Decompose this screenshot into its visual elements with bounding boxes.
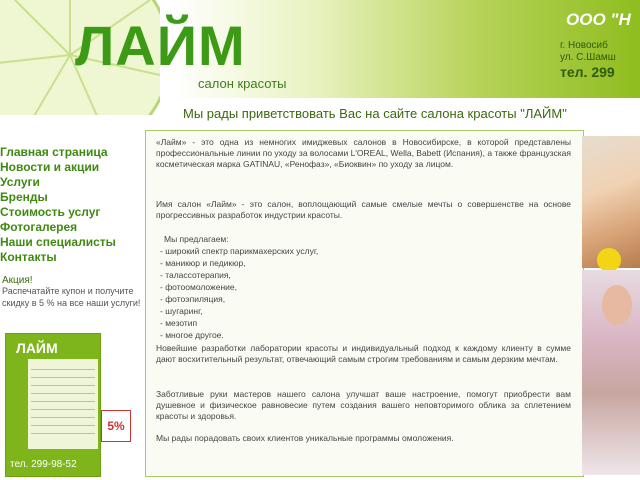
address [560, 40, 616, 64]
company-name: ООО "Н [566, 10, 631, 29]
care-paragraph: Заботливые руки мастеров нашего салона улучшат ваше настроение, помогут приобрести вам душевное и физическое равновесие путем создания вашего неповторимого облика за сплетением красоты и здоровья. [156, 389, 571, 421]
address-line-2: ул. С.Шамш [560, 52, 616, 63]
list-item: - маникюр и педикюр, [160, 258, 246, 268]
innovation-paragraph: Новейшие разработки лаборатории красоты и индивидуальный подход к каждому клиенту в сумме дают восхитительный результат, отвечающий самым строгим требованиям и самым дерзким мечтам. [156, 343, 571, 364]
nav-item-specialists[interactable]: Наши специалисты [0, 235, 116, 249]
list-item: - шугаринг, [160, 306, 203, 316]
header-phone: тел. 299 [560, 64, 615, 80]
about-paragraph: Имя салон «Лайм» - это салон, воплощающий самые смелые мечты о совершенстве на основе прогрессивных разработок индустрии красоты. [156, 199, 571, 220]
nav-item-home[interactable]: Главная страница [0, 145, 108, 159]
coupon-text-lines [31, 362, 95, 441]
brand-logo[interactable]: ЛАЙМ [75, 14, 246, 77]
nav-item-news[interactable]: Новости и акции [0, 160, 100, 174]
welcome-heading: Мы рады приветствовать Вас на сайте салона красоты "ЛАЙМ" [183, 106, 567, 121]
coupon-image[interactable] [5, 333, 101, 477]
coupon-phone: тел. 299-98-52 [10, 459, 77, 470]
header [0, 0, 640, 98]
list-item: - фотоомоложение, [160, 282, 237, 292]
list-item: - многое другое. [160, 330, 224, 340]
intro-paragraph: «Лайм» - это одна из немногих имиджевых салонов в Новосибирске, в которой представлены профессиональные линии по уходу за волосами L'OREAL, Wella, Babett (Испания), а также французская косметическая марка GATINAU, «Ренофаз», «Биоквин» по уходу за лицом. [156, 137, 572, 169]
sale-badge: 5% [101, 410, 131, 442]
closing-paragraph: Мы рады порадовать своих клиентов уникальные программы омоложения. [156, 433, 454, 443]
list-item: - талассотерапия, [160, 270, 231, 280]
address-line-1: г. Новосиб [560, 40, 608, 51]
flower-icon [597, 248, 621, 272]
list-item: - фотоэпиляция, [160, 294, 226, 304]
list-item: - широкий спектр парикмахерских услуг, [160, 246, 319, 256]
offers-list [160, 245, 318, 341]
promo-text: Распечатайте купон и получите скидку в 5 % на все наши услуги! [2, 286, 141, 308]
nav-item-contacts[interactable]: Контакты [0, 250, 57, 264]
nav-item-gallery[interactable]: Фотогалерея [0, 220, 78, 234]
coupon-logo: ЛАЙМ [16, 340, 58, 356]
list-item: - мезотип [160, 318, 198, 328]
nav-item-brands[interactable]: Бренды [0, 190, 48, 204]
offers-title: Мы предлагаем: [164, 234, 229, 244]
main-nav [0, 145, 140, 265]
brand-subtitle: салон красоты [198, 76, 287, 91]
nav-item-services[interactable]: Услуги [0, 175, 40, 189]
promo-title: Акция! [2, 275, 33, 286]
main-content [145, 130, 584, 477]
face-image [602, 285, 632, 325]
nav-item-prices[interactable]: Стоимость услуг [0, 205, 101, 219]
